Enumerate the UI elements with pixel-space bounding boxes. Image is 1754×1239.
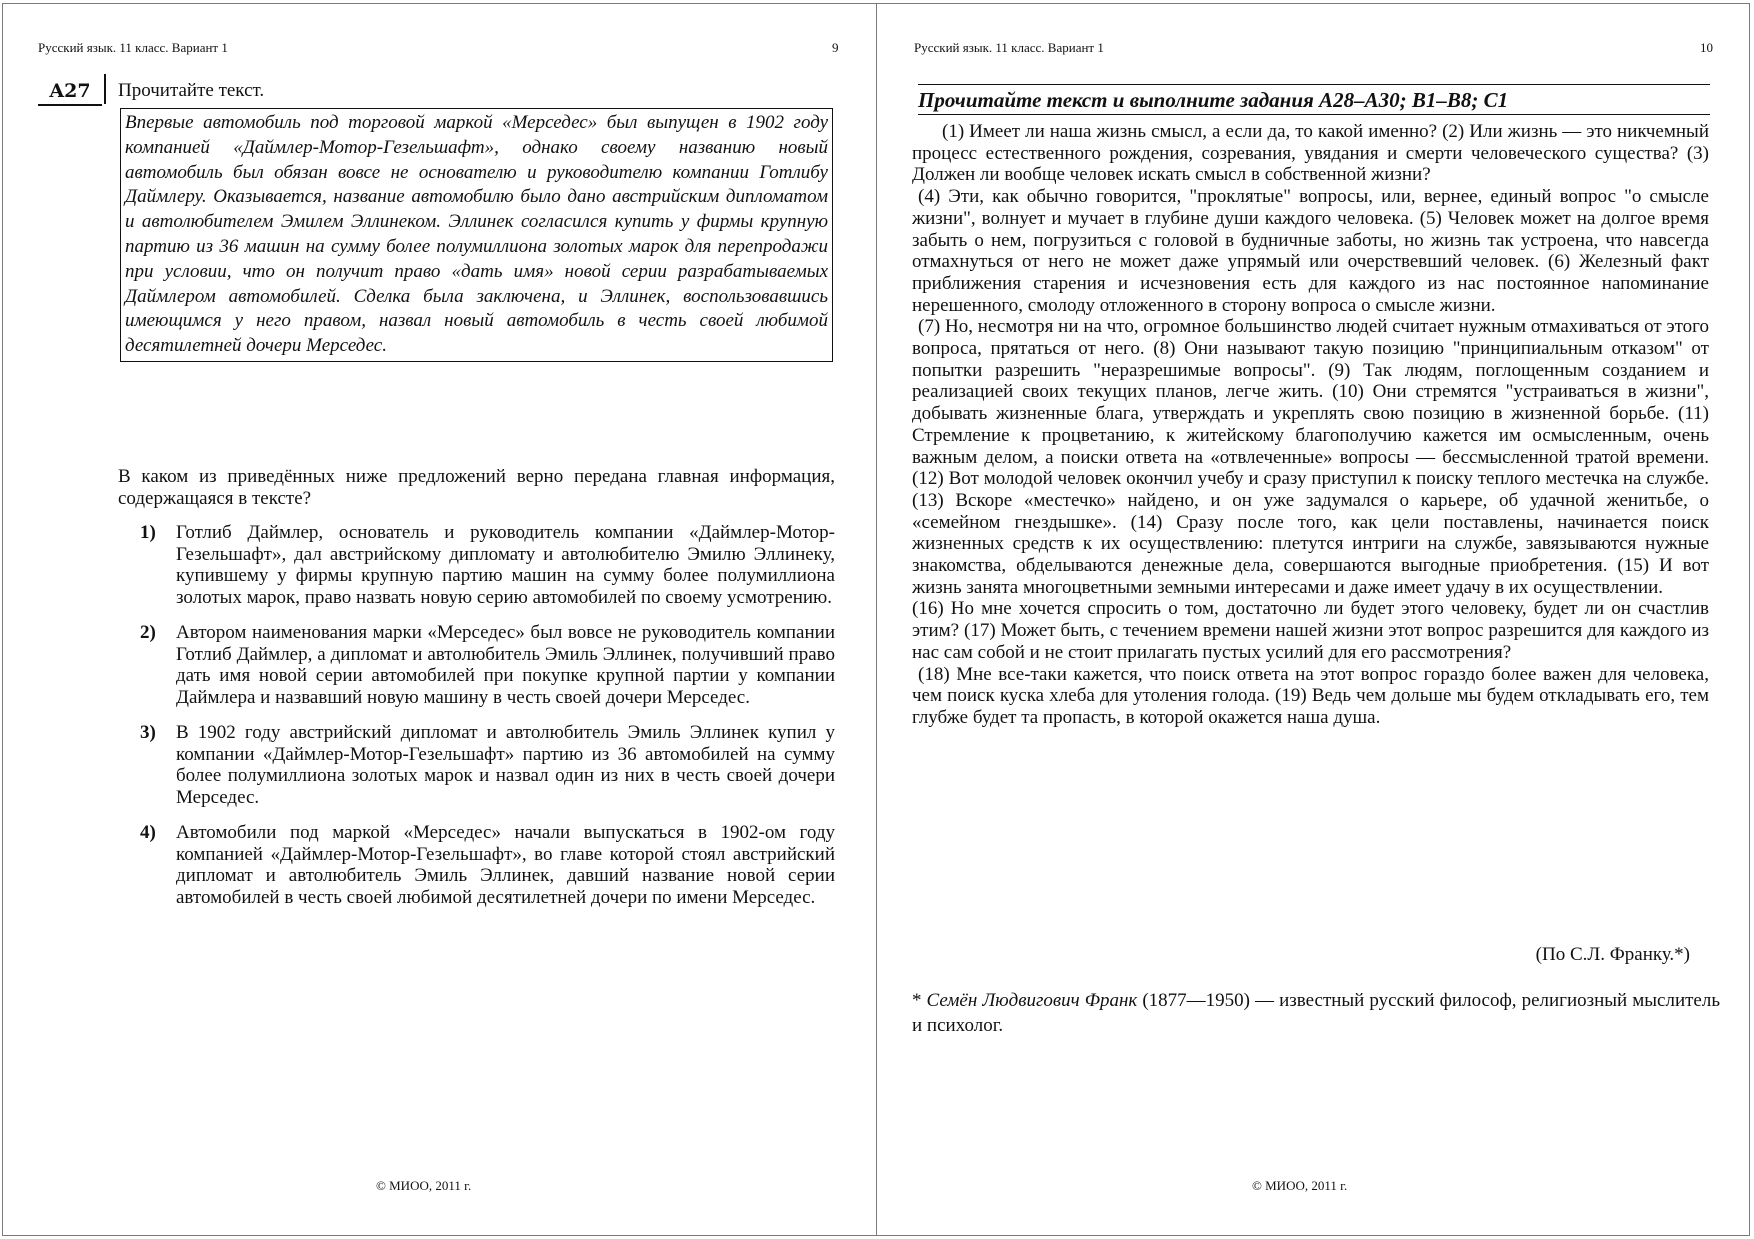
answer-options — [140, 522, 835, 922]
reading-task-title: Прочитайте текст и выполните задания А28–А30; В1–В8; С1 — [918, 84, 1710, 115]
answer-option-2[interactable] — [140, 622, 835, 708]
footnote-author-name: Семён Людвигович Франк — [926, 990, 1138, 1011]
option-number: 3) — [140, 722, 156, 743]
footnote-description: (1877—1950) — известный русский философ, религиозный мыслитель и психолог. — [912, 990, 1721, 1036]
option-text: Автомобили под маркой «Мерседес» начали выпускаться в 1902-ом году компанией «Даймлер-Мотор-Гезельшафт», во главе которой стоял австрийский дипломат и автолюбитель Эмиль Эллинек, давший название новой серии автомобилей в честь своей любимой десятилетней дочери по имени Мерседес. — [176, 822, 835, 908]
boxed-reading-text: Впервые автомобиль под торговой маркой «Мерседес» был выпущен в 1902 году компанией «Даймлер-Мотор-Гезельшафт», однако своему названию новый автомобиль был обязан вовсе не основателю и руководителю компании Готлибу Даймлеру. Оказывается, название автомобилю было дано австрийским дипломатом и автолюбителем Эмилем Эллинеком. Эллинек согласился купить у фирмы крупную партию из 36 машин на сумму более полумиллиона золотых марок для перепродажи при условии, что он получит право «дать имя» новой серии разрабатываемых Даймлером автомобилей. Сделка была заключена, и Эллинек, воспользовавшись имеющимся у него правом, назвал новый автомобиль в честь своей любимой десятилетней дочери Мерседес. — [120, 108, 833, 362]
footnote-marker: * — [912, 990, 927, 1011]
right-page-number: 10 — [1700, 40, 1713, 55]
option-number: 1) — [140, 522, 156, 543]
option-text: Автором наименования марки «Мерседес» был вовсе не руководитель компании Готлиб Даймлер, а дипломат и автолюбитель Эмиль Эллинек, получивший право дать имя новой серии автомобилей при покупке крупной партии у компании Даймлера и назвавший новую машину в честь своей дочери Мерседес. — [176, 622, 835, 708]
left-page — [0, 0, 876, 1239]
right-page-footer: © МИОО, 2011 г. — [1252, 1178, 1348, 1193]
text-attribution: (По С.Л. Франку.*) — [1535, 944, 1690, 965]
task-question: В каком из приведённых ниже предложений верно передана главная информация, содержащаяся в тексте? — [118, 466, 835, 509]
option-number: 4) — [140, 822, 156, 843]
text-paragraph-1: (1) Имеет ли наша жизнь смысл, а если да, то какой именно? (2) Или жизнь — это никчемный процесс естественного рождения, созревания, увядания и смерти человеческого существа? (3) Должен ли вообще человек искать смысл в собственной жизни? — [912, 121, 1709, 186]
task-label-separator — [104, 74, 106, 104]
left-page-footer: © МИОО, 2011 г. — [376, 1178, 472, 1193]
text-paragraph-3: (7) Но, несмотря ни на что, огромное большинство людей считает нужным отмахиваться от этого вопроса, прятаться от него. (8) Они называют такую позицию "принципиальным отказом" от попытки разрешить "неразрешимые вопросы". (9) Так людям, поглощенным созданием и реализацией своих текущих планов, легче жить. (10) Они стремятся "устраиваться в жизни", добывать жизненные блага, утверждать и укреплять свою позицию в жизненной борьбе. (11) Стремление к процветанию, к житейскому благополучию кажется им осмысленным, очень важным делом, а поиски ответа на «отвлеченные» вопросы — бессмысленной тратой времени. (12) Вот молодой человек окончил учебу и сразу приступил к поиску теплого местечка на службе. (13) Вскоре «местечко» найдено, и он уже задумался о карьере, об удачной женитьбе, о «семейном гнездышке». (14) Сразу после того, как цели поставлены, начинается поиск жизненных средств к их осуществлению: плетутся интриги на службе, завязываются нужные знакомства, обделываются денежные дела, совершаются выгодные приобретения. (15) И вот жизнь занята многоцветными земными интересами и даже имеет удачу в их осуществлении. — [912, 316, 1709, 598]
right-page-header: Русский язык. 11 класс. Вариант 1 — [914, 40, 1104, 55]
answer-option-3[interactable] — [140, 722, 835, 808]
task-title: Прочитайте текст. — [118, 80, 265, 101]
author-footnote — [912, 988, 1720, 1038]
text-paragraph-2: (4) Эти, как обычно говорится, "проклятые" вопросы, или, вернее, единый вопрос "о смысле жизни", волнует и мучает в глубине души каждого человека. (5) Человек может на долгое время забыть о нем, погрузиться с головой в будничные заботы, но жизнь так устроена, что навсегда отмахнуться от него не может даже упрямый или очерствевший человек. (6) Железный факт приближения старения и исчезновения есть для каждого из нас постоянное напоминание нерешенного, смолоду отложенного в сторону вопроса о смысле жизни. — [912, 186, 1709, 316]
reading-text — [912, 121, 1709, 729]
text-paragraph-4: (16) Но мне хочется спросить о том, достаточно ли будет этого человеку, будет ли он счастлив этим? (17) Может быть, с течением времени нашей жизни этот вопрос разрешится для каждого из нас сам собой и не стоит прилагать пустых усилий для его рассмотрения? — [912, 598, 1709, 663]
task-label: A27 — [38, 80, 102, 106]
answer-option-4[interactable] — [140, 822, 835, 908]
option-text: В 1902 году австрийский дипломат и автолюбитель Эмиль Эллинек купил у компании «Даймлер-Мотор-Гезельшафт» партию из 36 автомобилей на сумму более полумиллиона золотых марок и назвал один из них в честь своей дочери Мерседес. — [176, 722, 835, 808]
left-page-header: Русский язык. 11 класс. Вариант 1 — [38, 40, 228, 55]
text-paragraph-5: (18) Мне все-таки кажется, что поиск ответа на этот вопрос гораздо более важен для человека, чем поиск куска хлеба для утоления голода. (19) Ведь чем дольше мы будем откладывать его, тем глубже будет та пропасть, в которой окажется наша душа. — [912, 663, 1709, 728]
option-number: 2) — [140, 622, 156, 643]
answer-option-1[interactable] — [140, 522, 835, 608]
option-text: Готлиб Даймлер, основатель и руководитель компании «Даймлер-Мотор-Гезельшафт», дал австрийскому дипломату и автолюбителю Эмилю Эллинеку, купившему у фирмы крупную партию машин на сумму более полумиллиона золотых марок, право назвать новую серию автомобилей по своему усмотрению. — [176, 522, 835, 608]
left-page-number: 9 — [832, 40, 839, 55]
